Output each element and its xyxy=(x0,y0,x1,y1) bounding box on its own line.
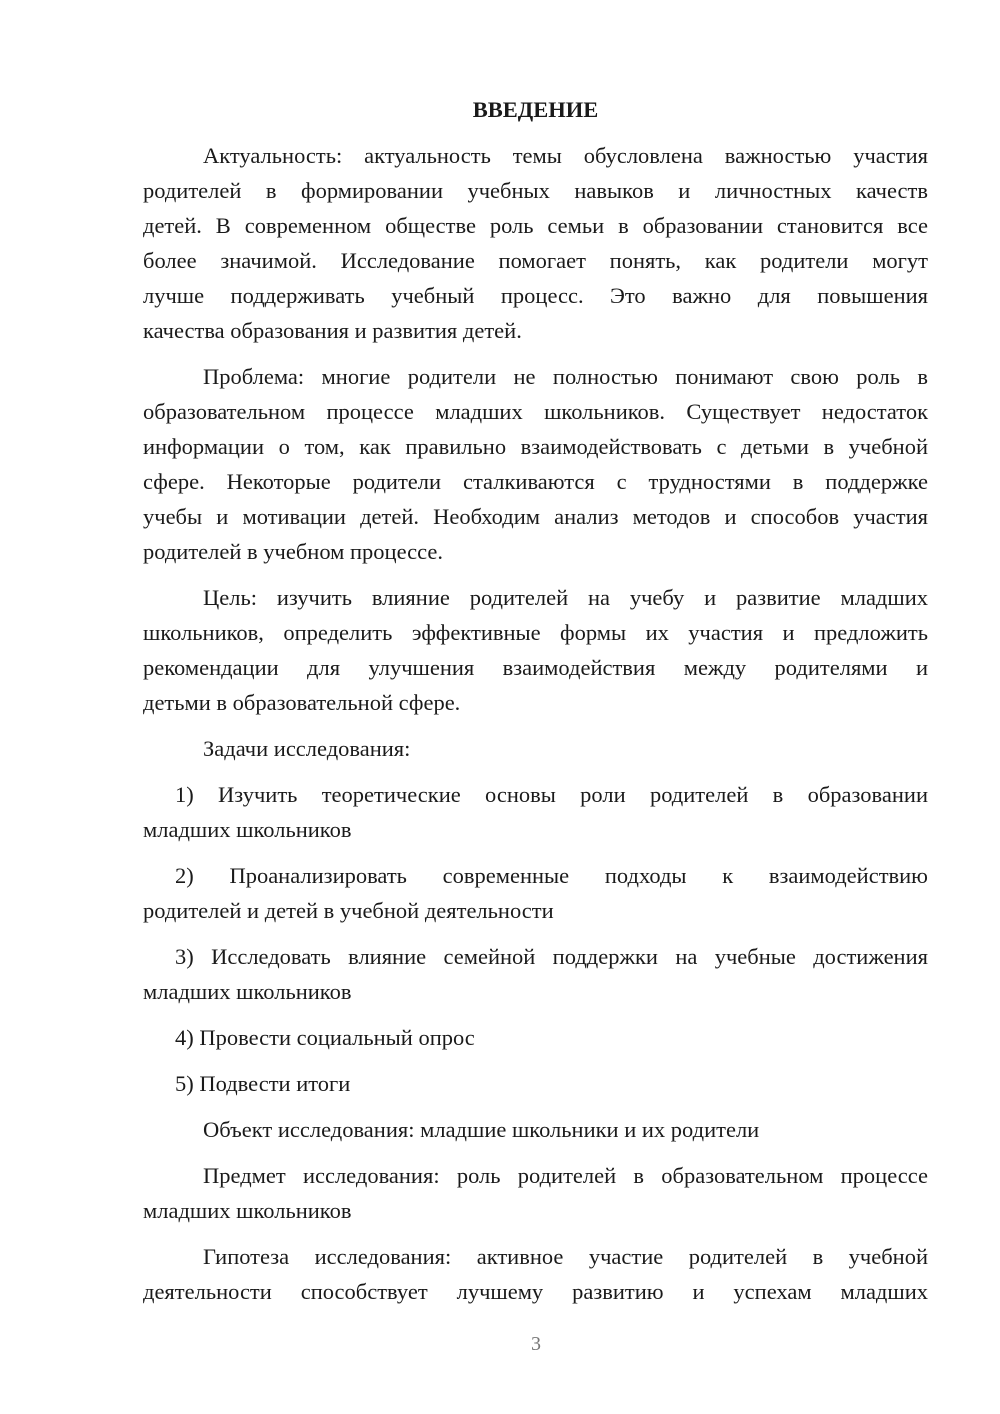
paragraph xyxy=(143,1239,928,1309)
paragraph xyxy=(143,359,928,569)
text-line: 1) Изучить теоретические основы роли родителей в образовании xyxy=(175,782,928,807)
paragraph xyxy=(143,1066,928,1101)
text-line: Объект исследования: младшие школьники и их родители xyxy=(203,1117,760,1142)
text-line: родителей в формировании учебных навыков и личностных качеств xyxy=(143,178,928,203)
paragraph xyxy=(143,138,928,348)
text-line: детьми в образовательной сфере. xyxy=(143,690,461,715)
text-line: сфере. Некоторые родители сталкиваются с трудностями в поддержке xyxy=(143,469,928,494)
paragraph xyxy=(143,858,928,928)
document-body xyxy=(143,138,928,1309)
text-line: 5) Подвести итоги xyxy=(175,1071,351,1096)
text-line: 2) Проанализировать современные подходы к взаимодействию xyxy=(175,863,928,888)
text-line: Задачи исследования: xyxy=(203,736,411,761)
paragraph xyxy=(143,777,928,847)
paragraph xyxy=(143,1112,928,1147)
section-title: ВВЕДЕНИЕ xyxy=(472,97,599,122)
text-line: Предмет исследования: роль родителей в образовательном процессе xyxy=(203,1163,928,1188)
paragraph xyxy=(143,731,928,766)
text-line: 4) Провести социальный опрос xyxy=(175,1025,475,1050)
text-line: Цель: изучить влияние родителей на учебу и развитие младших xyxy=(203,585,928,610)
text-line: деятельности способствует лучшему развитию и успехам младших xyxy=(143,1279,928,1304)
paragraph xyxy=(143,580,928,720)
page-number: 3 xyxy=(531,1333,541,1355)
text-line: более значимой. Исследование помогает понять, как родители могут xyxy=(143,248,928,273)
text-line: 3) Исследовать влияние семейной поддержки на учебные достижения xyxy=(175,944,928,969)
text-line: Проблема: многие родители не полностью понимают свою роль в xyxy=(203,364,928,389)
text-line: младших школьников xyxy=(143,1198,352,1223)
text-line: учебы и мотивации детей. Необходим анализ методов и способов участия xyxy=(143,504,928,529)
paragraph xyxy=(143,939,928,1009)
text-line: младших школьников xyxy=(143,979,352,1004)
document-page xyxy=(143,92,928,1309)
text-line: лучше поддерживать учебный процесс. Это важно для повышения xyxy=(143,283,928,308)
text-line: качества образования и развития детей. xyxy=(143,318,522,343)
text-line: младших школьников xyxy=(143,817,352,842)
text-line: образовательном процессе младших школьников. Существует недостаток xyxy=(143,399,928,424)
paragraph xyxy=(143,1158,928,1228)
paragraph xyxy=(143,1020,928,1055)
text-line: рекомендации для улучшения взаимодействия между родителями и xyxy=(143,655,928,680)
text-line: родителей и детей в учебной деятельности xyxy=(143,898,554,923)
text-line: родителей в учебном процессе. xyxy=(143,539,444,564)
text-line: информации о том, как правильно взаимодействовать с детьми в учебной xyxy=(143,434,928,459)
text-line: Гипотеза исследования: активное участие родителей в учебной xyxy=(203,1244,928,1269)
text-line: школьников, определить эффективные формы их участия и предложить xyxy=(143,620,928,645)
text-line: Актуальность: актуальность темы обусловлена важностью участия xyxy=(203,143,928,168)
text-line: детей. В современном обществе роль семьи в образовании становится все xyxy=(143,213,928,238)
